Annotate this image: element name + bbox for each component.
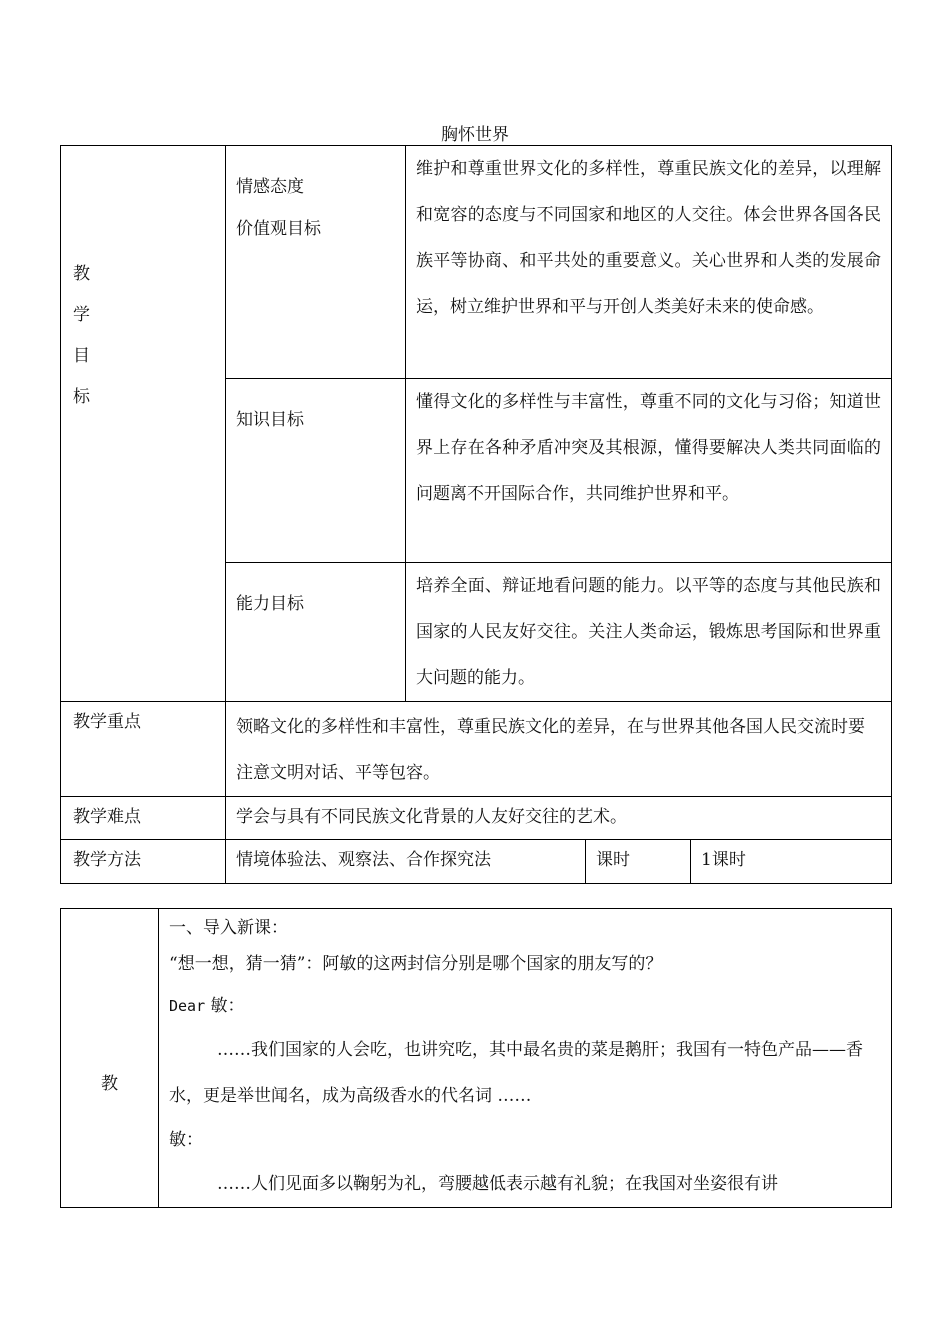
methods-label: 教学方法 — [61, 840, 226, 884]
attitude-objective-content: 维护和尊重世界文化的多样性，尊重民族文化的差异，以理解和宽容的态度与不同国家和地区的人交往。体会世界各国各民族平等协商、和平共处的重要意义。关心世界和人类的发展命运，树立维护世界和平与开创人类美好未来的使命感。 — [406, 146, 892, 379]
lesson-heading: 一、导入新课： — [169, 918, 288, 938]
page-title: 胸怀世界 — [441, 125, 509, 145]
attitude-label-line: 价值观目标 — [236, 219, 321, 239]
objectives-label-char: 教 — [73, 264, 90, 284]
period-label: 课时 — [586, 840, 691, 884]
letter2-body: ……人们见面多以鞠躬为礼，弯腰越低表示越有礼貌；在我国对坐姿很有讲 — [217, 1174, 778, 1194]
period-value: 1课时 — [691, 840, 892, 884]
lesson-question: “想一想，猜一猜”：阿敏的这两封信分别是哪个国家的朋友写的？ — [169, 954, 663, 974]
key-points-label: 教学重点 — [61, 702, 226, 797]
knowledge-label-line: 知识目标 — [236, 410, 304, 430]
letter1-greeting-name: 敏： — [210, 996, 245, 1016]
difficulties-label: 教学难点 — [61, 797, 226, 840]
objectives-label-char: 目 — [73, 346, 90, 366]
letter1-greeting-en: Dear — [169, 997, 206, 1015]
methods-content: 情境体验法、观察法、合作探究法 — [226, 840, 586, 884]
ability-objective-content: 培养全面、辩证地看问题的能力。以平等的态度与其他民族和国家的人民友好交往。关注人类命运，锻炼思考国际和世界重大问题的能力。 — [406, 563, 892, 702]
letter2-greeting: 敏： — [169, 1130, 203, 1150]
objectives-label-char: 学 — [73, 305, 90, 325]
letter1-greeting — [169, 985, 879, 1027]
objectives-label-char: 标 — [73, 387, 90, 407]
objectives-label — [61, 146, 226, 702]
ability-label-line: 能力目标 — [236, 594, 304, 614]
knowledge-objective-label — [226, 379, 406, 563]
lesson-table — [60, 908, 892, 1208]
lesson-label: 教 — [61, 909, 159, 1208]
knowledge-objective-content: 懂得文化的多样性与丰富性，尊重不同的文化与习俗；知道世界上存在各种矛盾冲突及其根源，懂得要解决人类共同面临的问题离不开国际合作，共同维护世界和平。 — [406, 379, 892, 563]
objectives-table — [60, 145, 892, 884]
lesson-content — [159, 909, 892, 1208]
letter1-body: ……我们国家的人会吃，也讲究吃，其中最名贵的菜是鹅肝；我国有一特色产品——香水，更是举世闻名，成为高级香水的代名词 …… — [169, 1040, 863, 1106]
difficulties-content: 学会与具有不同民族文化背景的人友好交往的艺术。 — [226, 797, 892, 840]
key-points-content: 领略文化的多样性和丰富性，尊重民族文化的差异，在与世界其他各国人民交流时要注意文明对话、平等包容。 — [226, 702, 892, 797]
attitude-label-line: 情感态度 — [236, 177, 304, 197]
attitude-objective-label — [226, 146, 406, 379]
ability-objective-label — [226, 563, 406, 702]
